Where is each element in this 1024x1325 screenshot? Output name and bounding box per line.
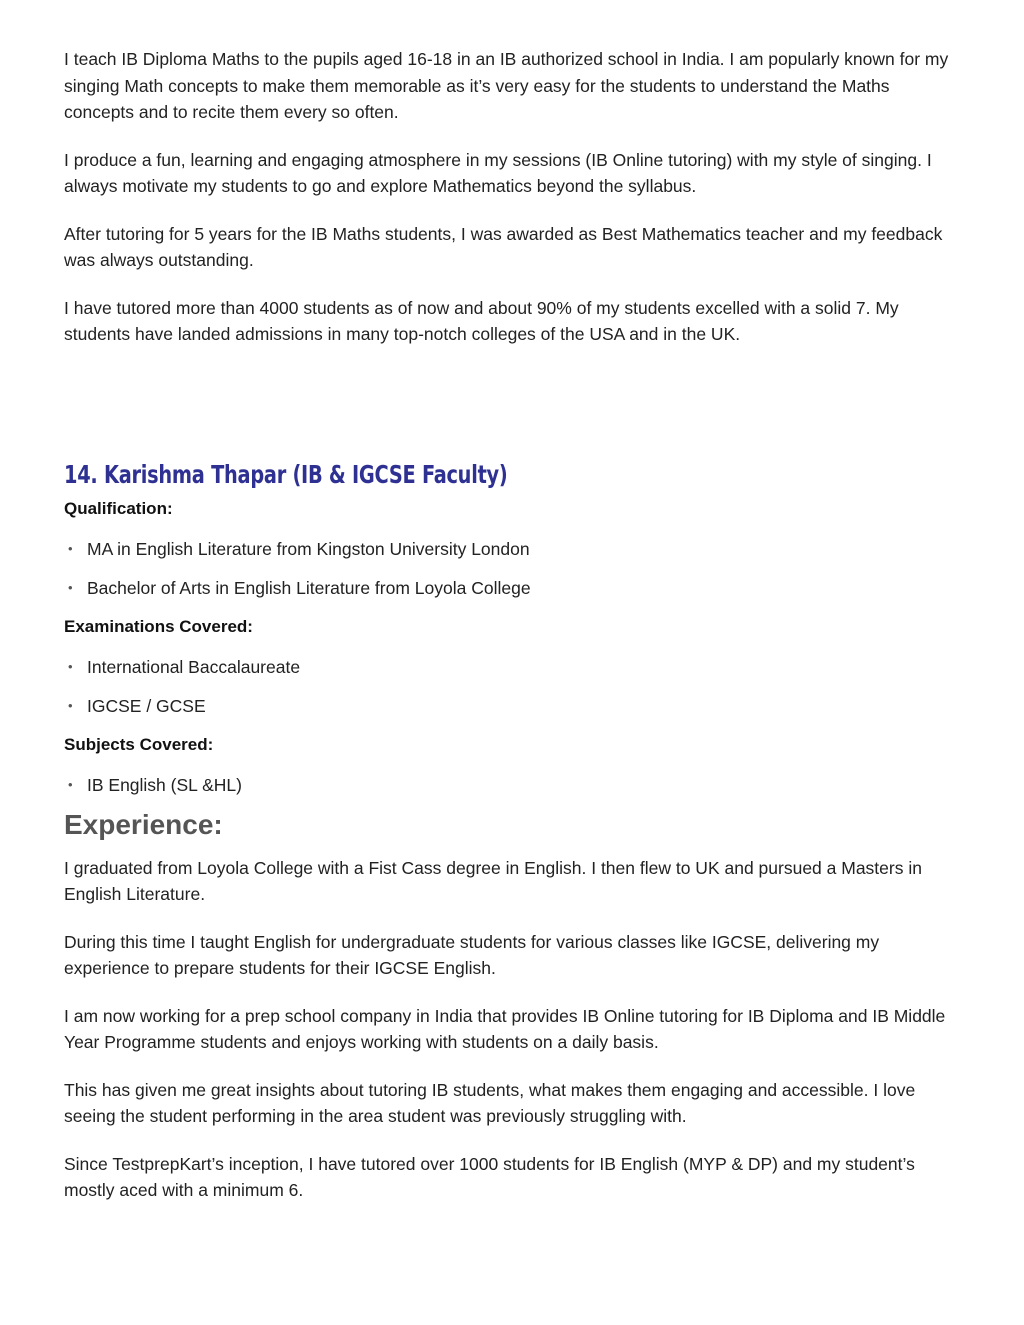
document-page bbox=[64, 46, 964, 1225]
intro-paragraph: I teach IB Diploma Maths to the pupils aged 16-18 in an IB authorized school in India. I am popularly known for my singing Math concepts to make them memorable as it’s very easy for the students to understand the Maths concepts and to recite them every so often. bbox=[64, 49, 949, 122]
experience-paragraph: I graduated from Loyola College with a Fist Cass degree in English. I then flew to UK and pursued a Masters in English Literature. bbox=[64, 857, 922, 904]
intro-paragraph: After tutoring for 5 years for the IB Maths students, I was awarded as Best Mathematics teacher and my feedback was always outstanding. bbox=[64, 223, 943, 270]
list-item bbox=[64, 773, 964, 797]
intro-paragraph: I have tutored more than 4000 students as of now and about 90% of my students excelled with a solid 7. My students have landed admissions in many top-notch colleges of the USA and in the UK. bbox=[64, 297, 899, 344]
section-spacer bbox=[64, 369, 964, 459]
qualification-item: MA in English Literature from Kingston University London bbox=[87, 538, 530, 559]
qualification-label: Qualification: bbox=[64, 498, 173, 518]
intro-paragraph: I produce a fun, learning and engaging atmosphere in my sessions (IB Online tutoring) with my style of singing. I always motivate my students to go and explore Mathematics beyond the syllabus. bbox=[64, 149, 932, 196]
subject-item: IB English (SL &HL) bbox=[87, 774, 242, 795]
subjects-label: Subjects Covered: bbox=[64, 734, 214, 754]
list-item bbox=[64, 655, 964, 679]
examination-item: IGCSE / GCSE bbox=[87, 695, 206, 716]
experience-paragraph: This has given me great insights about tutoring IB students, what makes them engaging and accessible. I love seeing the student performing in the area student was previously struggling with. bbox=[64, 1079, 916, 1126]
bullet-icon: • bbox=[68, 658, 73, 674]
experience-paragraph: During this time I taught English for undergraduate students for various classes like IGCSE, delivering my experience to prepare students for their IGCSE English. bbox=[64, 931, 880, 978]
examination-item: International Baccalaureate bbox=[87, 656, 301, 677]
examinations-list bbox=[64, 655, 964, 718]
bullet-icon: • bbox=[68, 776, 73, 792]
faculty-heading: 14. Karishma Thapar (IB & IGCSE Faculty) bbox=[64, 459, 508, 489]
faculty-section bbox=[64, 459, 964, 1204]
qualification-list bbox=[64, 537, 964, 600]
experience-paragraph: Since TestprepKart’s inception, I have tutored over 1000 students for IB English (MYP & DP) and my student’s mostly aced with a minimum 6. bbox=[64, 1153, 915, 1200]
list-item bbox=[64, 694, 964, 718]
bullet-icon: • bbox=[68, 579, 73, 595]
bullet-icon: • bbox=[68, 540, 73, 556]
list-item bbox=[64, 537, 964, 561]
list-item bbox=[64, 576, 964, 600]
experience-heading: Experience: bbox=[64, 808, 223, 840]
bullet-icon: • bbox=[68, 697, 73, 713]
qualification-item: Bachelor of Arts in English Literature from Loyola College bbox=[87, 577, 531, 598]
examinations-label: Examinations Covered: bbox=[64, 616, 253, 636]
experience-paragraph: I am now working for a prep school company in India that provides IB Online tutoring for IB Diploma and IB Middle Year Programme students and enjoys working with students on a daily basis. bbox=[64, 1005, 946, 1052]
subjects-list bbox=[64, 773, 964, 797]
intro-section bbox=[64, 46, 964, 348]
